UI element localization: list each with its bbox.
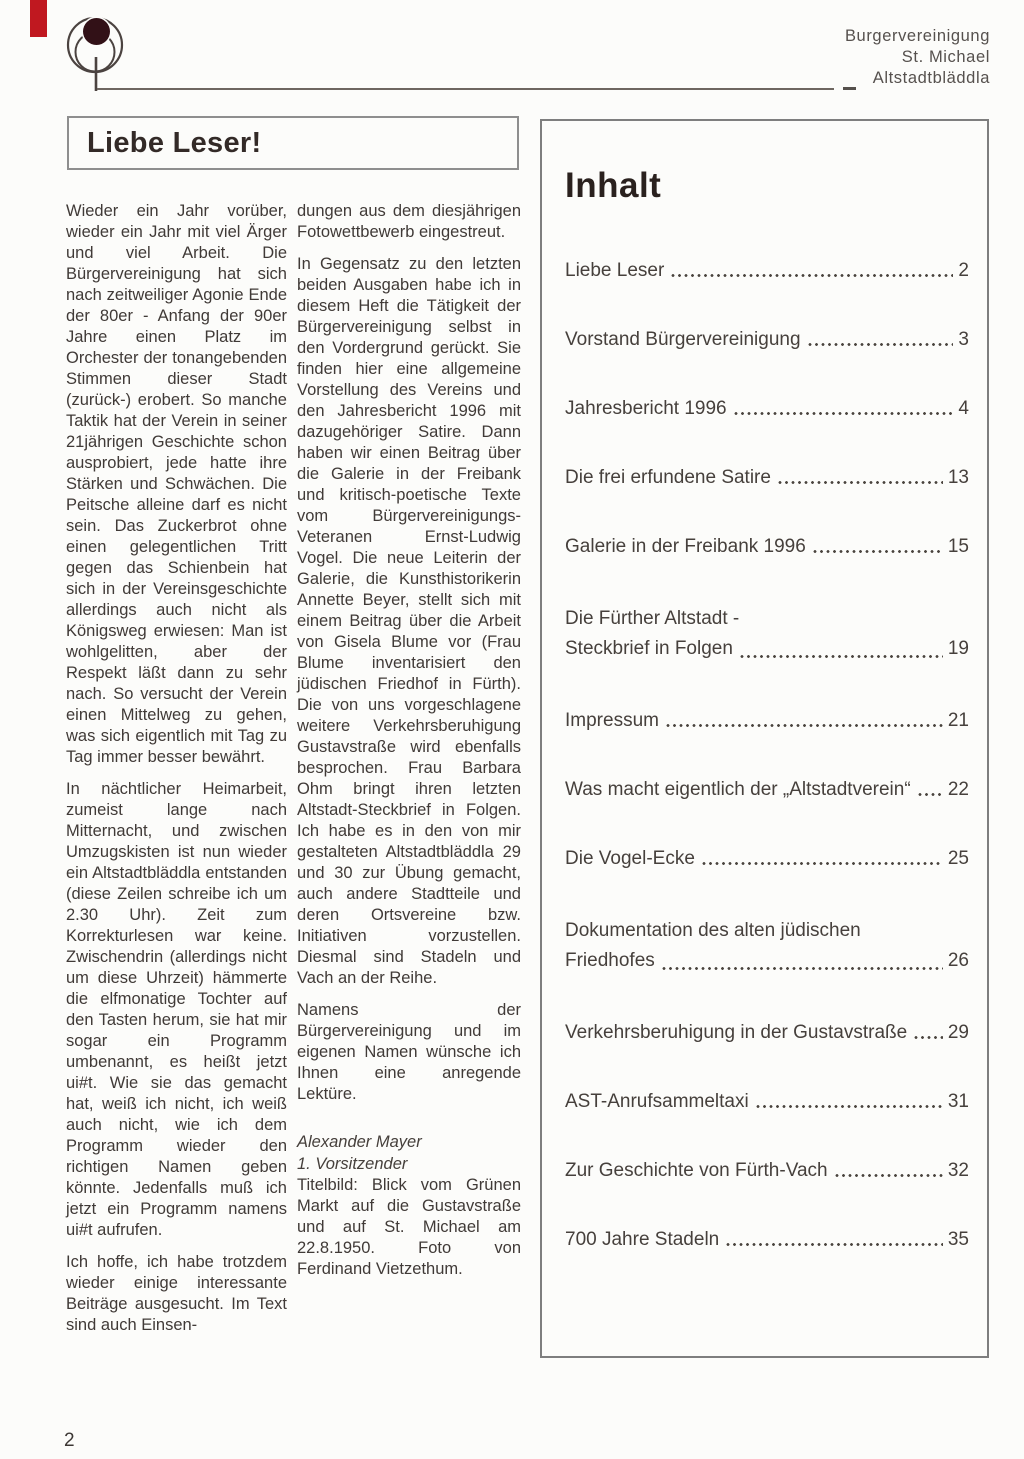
body-column-2-paragraphs xyxy=(297,201,521,1105)
org-parish: St. Michael xyxy=(901,48,990,66)
toc-page-number: 13 xyxy=(947,467,969,488)
toc-dot-leader xyxy=(756,1103,943,1110)
toc-list xyxy=(565,259,969,1252)
toc-entry-label: Die frei erfundene Satire xyxy=(565,467,771,488)
signature-role: 1. Vorsitzender xyxy=(297,1155,408,1173)
toc-entry xyxy=(565,466,969,490)
table-of-contents-box xyxy=(540,119,989,1358)
toc-entry-row xyxy=(565,1090,969,1114)
toc-entry-label: Galerie in der Freibank 1996 xyxy=(565,536,806,557)
paragraph: Ich hoffe, ich habe trotzdem wieder einige interessante Beiträge ausgesucht. Im Text sind auch Einsen- xyxy=(66,1253,287,1334)
publication-name: Altstadtbläddla xyxy=(872,69,990,87)
toc-entry xyxy=(565,1228,969,1252)
toc-dot-leader xyxy=(734,410,954,417)
toc-dot-leader xyxy=(918,791,943,798)
toc-dot-leader xyxy=(726,1241,943,1248)
toc-page-number: 19 xyxy=(947,638,969,659)
toc-entry-label: Zur Geschichte von Fürth-Vach xyxy=(565,1160,828,1181)
toc-dot-leader xyxy=(671,272,953,279)
toc-entry-row xyxy=(565,778,969,802)
page-number: 2 xyxy=(64,1430,75,1451)
toc-entry-row xyxy=(565,1021,969,1045)
toc-entry-label: Vorstand Bürgervereinigung xyxy=(565,329,801,350)
toc-page-number: 2 xyxy=(958,260,969,281)
toc-entry xyxy=(565,1021,969,1045)
toc-page-number: 26 xyxy=(947,950,969,971)
signature-block xyxy=(297,1131,521,1175)
toc-dot-leader xyxy=(778,479,943,486)
toc-page-number: 29 xyxy=(947,1022,969,1043)
toc-page-number: 15 xyxy=(947,536,969,557)
toc-entry-label: Was macht eigentlich der „Altstadtverein“ xyxy=(565,779,911,800)
toc-entry-row xyxy=(565,1159,969,1183)
toc-entry xyxy=(565,1159,969,1183)
toc-page-number: 21 xyxy=(947,710,969,731)
header-rule xyxy=(97,88,834,90)
toc-entry-label: Steckbrief in Folgen xyxy=(565,638,733,659)
toc-entry-label: Jahresbericht 1996 xyxy=(565,398,727,419)
toc-entry-label: Verkehrsberuhigung in der Gustavstraße xyxy=(565,1022,908,1043)
buergervereinigung-logo-icon xyxy=(66,17,128,93)
toc-dot-leader xyxy=(662,965,943,972)
masthead-org-block xyxy=(845,26,990,89)
toc-entry xyxy=(565,1090,969,1114)
toc-entry-row xyxy=(565,847,969,871)
toc-entry-label: Liebe Leser xyxy=(565,260,665,281)
paragraph: Wieder ein Jahr vorüber, wieder ein Jahr mit viel Ärger und viel Arbeit. Die Bürgervereinigung hat sich nach zeitweiliger Agonie Ende der 80er - Anfang der 90er Jahre einen Platz im Orchester der tonangebenden Stimmen dieser Stadt (zurück-) erobert. So manche Taktik hat der Verein in seiner 21jährigen Geschichte schon ausprobiert, jede hatte ihre Stärken und Schwächen. Die Peitsche alleine darf es nicht sein. Das Zuckerbrot ohne einen gelegentlichen Tritt gegen das Schienbein hat sich in der Vereinsgeschichte allerdings auch nicht als Königsweg erwiesen: Man ist wohlgelitten, aber der Respekt läßt dann zu sehr nach. So versucht der Verein einen Mittelweg zu gehen, was sich eigentlich mit Tag zu Tag immer besser bewährt. xyxy=(66,202,287,766)
toc-entry-label: AST-Anrufsammeltaxi xyxy=(565,1091,749,1112)
toc-page-number: 22 xyxy=(947,779,969,800)
toc-entry-label: Dokumentation des alten jüdischen xyxy=(565,920,861,941)
toc-entry-row xyxy=(565,328,969,352)
toc-dot-leader xyxy=(702,860,943,867)
toc-entry xyxy=(565,259,969,283)
toc-page-number: 25 xyxy=(947,848,969,869)
paragraph: Namens der Bürgervereinigung und im eigenen Namen wünsche ich Ihnen eine anregende Lektüre. xyxy=(297,1001,521,1103)
toc-dot-leader xyxy=(835,1172,943,1179)
article-title: Liebe Leser! xyxy=(87,126,262,159)
toc-dot-leader xyxy=(740,653,943,660)
body-column-2 xyxy=(297,201,521,1280)
toc-entry-row xyxy=(565,634,969,664)
toc-entry xyxy=(565,778,969,802)
toc-dot-leader xyxy=(813,548,943,555)
toc-entry-label: Die Vogel-Ecke xyxy=(565,848,695,869)
toc-entry-row xyxy=(565,709,969,733)
article-title-box xyxy=(67,116,519,170)
toc-dot-leader xyxy=(914,1034,943,1041)
body-column-1 xyxy=(66,201,287,1336)
paragraph: In nächtlicher Heimarbeit, zumeist lange nach Mitternacht, und zwischen Umzugskisten ist nun wieder ein Altstadtbläddla entstanden (diese Zeilen schreibe ich um 2.30 Uhr). Zeit zum Korrekturlesen war keine. Zwischendrin (allerdings nicht um diese Uhrzeit) hämmerte die elfmonatige Tochter auf den Tasten herum, sie hat mir sogar ein Programm umbenannt, es heißt jetzt ui#t. Wie sie das gemacht hat, weiß ich nicht, ich weiß auch nicht, wie ich dem Programm wieder den richtigen Namen geben könnte. Jedenfalls muß ich jetzt ein Programm namens ui#t aufrufen. xyxy=(66,780,287,1239)
red-scan-artifact xyxy=(30,0,47,37)
toc-entry-row xyxy=(565,259,969,283)
toc-page-number: 4 xyxy=(958,398,969,419)
toc-entry-row xyxy=(565,946,969,976)
toc-entry xyxy=(565,709,969,733)
paragraph: dungen aus dem diesjährigen Fotowettbewerb eingestreut. xyxy=(297,202,521,241)
toc-entry-label: Die Fürther Altstadt - xyxy=(565,608,740,629)
toc-page-number: 3 xyxy=(958,329,969,350)
toc-entry-row xyxy=(565,466,969,490)
toc-page-number: 35 xyxy=(947,1229,969,1250)
toc-entry xyxy=(565,535,969,559)
toc-dot-leader xyxy=(666,722,943,729)
toc-title: Inhalt xyxy=(565,166,662,205)
toc-dot-leader xyxy=(808,341,954,348)
toc-entry-label: 700 Jahre Stadeln xyxy=(565,1229,720,1250)
toc-entry-label: Friedhofes xyxy=(565,950,655,971)
toc-entry-row xyxy=(565,397,969,421)
org-name: Burgervereinigung xyxy=(844,27,990,45)
toc-entry xyxy=(565,916,969,976)
toc-entry-label: Impressum xyxy=(565,710,659,731)
toc-page-number: 31 xyxy=(947,1091,969,1112)
toc-page-number: 32 xyxy=(947,1160,969,1181)
cover-photo-caption: Titelbild: Blick vom Grünen Markt auf die Gustavstraße und auf St. Michael am 22.8.1950. Foto von Ferdinand Vietzethum. xyxy=(297,1176,521,1278)
toc-entry-row xyxy=(565,535,969,559)
toc-entry xyxy=(565,397,969,421)
toc-entry-row xyxy=(565,1228,969,1252)
toc-entry xyxy=(565,847,969,871)
signature-name: Alexander Mayer xyxy=(297,1133,422,1151)
toc-entry xyxy=(565,328,969,352)
paragraph: In Gegensatz zu den letzten beiden Ausgaben habe ich in diesem Heft die Tätigkeit der Bürgervereinigung selbst in den Vordergrund gerückt. Sie finden hier eine allgemeine Vorstellung des Vereins und den Jahresbericht 1996 mit dazugehöriger Satire. Dann haben wir einen Beitrag über die Galerie in der Freibank und kritisch-poetische Texte vom Bürgervereinigungs-Veteranen Ernst-Ludwig Vogel. Die neue Leiterin der Galerie, die Kunsthistorikerin Annette Beyer, stellt sich mit einem Beitrag über die Arbeit von Gisela Blume vor (Frau Blume inventarisiert den jüdischen Friedhof in Fürth). Die von uns vorgeschlagene weitere Verkehrsberuhigung Gustavstraße wird ebenfalls besprochen. Frau Barbara Ohm bringt ihren letzten Altstadt-Steckbrief in Folgen. Ich habe es in den von mir gestalteten Altstadtbläddla 29 und 30 zur Übung gemacht, auch andere Stadtteile und deren Ortsvereine bzw. Initiativen vorzustellen. Diesmal sind Stadeln und Vach an der Reihe. xyxy=(297,255,521,987)
toc-entry xyxy=(565,604,969,664)
